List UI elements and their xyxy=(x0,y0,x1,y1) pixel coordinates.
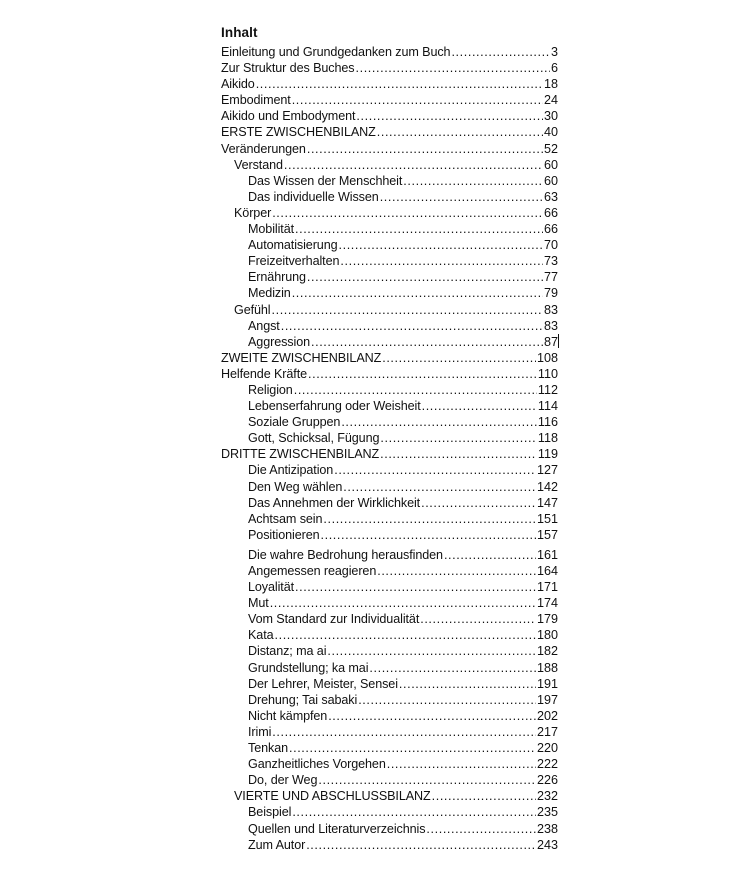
toc-entry[interactable] xyxy=(221,563,558,579)
toc-entry-label: Das individuelle Wissen xyxy=(248,189,379,204)
toc-entry-page-number: 151 xyxy=(536,511,558,526)
toc-entry-page-number: 18 xyxy=(543,77,558,92)
toc-entry-label: Zum Autor xyxy=(248,837,306,852)
toc-entry[interactable] xyxy=(221,724,558,740)
toc-entry-page-number: 179 xyxy=(536,612,558,627)
toc-dot-leader xyxy=(387,756,536,772)
toc-entry-page-number: 171 xyxy=(536,580,558,595)
toc-entry[interactable] xyxy=(221,302,558,318)
toc-entry-page-number: 217 xyxy=(536,724,558,739)
toc-entry-page-number: 142 xyxy=(536,479,558,494)
toc-dot-leader xyxy=(289,740,536,756)
toc-dot-leader xyxy=(323,511,536,527)
toc-entry[interactable] xyxy=(221,398,558,414)
toc-entry-label: Lebenserfahrung oder Weisheit xyxy=(248,399,421,414)
toc-dot-leader xyxy=(272,205,543,221)
toc-entry-label: Distanz; ma ai xyxy=(248,644,327,659)
toc-entry[interactable] xyxy=(221,430,558,446)
toc-entry-label: Die wahre Bedrohung herausfinden xyxy=(248,547,443,562)
toc-entry-page-number: 73 xyxy=(543,254,558,269)
toc-entry-page-number: 188 xyxy=(536,660,558,675)
toc-entry-label: Angst xyxy=(248,318,280,333)
toc-entry-page-number: 108 xyxy=(536,350,558,365)
toc-dot-leader xyxy=(369,660,536,676)
toc-entry-label: Helfende Kräfte xyxy=(221,366,308,381)
toc-entry-page-number: 118 xyxy=(537,431,558,446)
toc-entry[interactable] xyxy=(221,157,558,173)
toc-entry[interactable] xyxy=(221,414,558,430)
toc-entry[interactable] xyxy=(221,756,558,772)
toc-entry-label: Aggression xyxy=(248,334,311,349)
table-of-contents xyxy=(221,24,558,853)
toc-dot-leader xyxy=(339,237,543,253)
toc-entry[interactable] xyxy=(221,595,558,611)
toc-entry[interactable] xyxy=(221,772,558,788)
toc-entry-label: Das Wissen der Menschheit xyxy=(248,173,403,188)
toc-entry-label: Freizeitverhalten xyxy=(248,254,340,269)
toc-entry-page-number: 3 xyxy=(550,45,558,59)
toc-dot-leader xyxy=(421,495,536,511)
toc-entry-page-number: 202 xyxy=(536,708,558,723)
toc-dot-leader xyxy=(420,611,536,627)
toc-entry-label: VIERTE UND ABSCHLUSSBILANZ xyxy=(234,789,431,804)
toc-entry-page-number: 63 xyxy=(543,189,558,204)
toc-dot-leader xyxy=(281,318,543,334)
toc-dot-leader xyxy=(318,772,536,788)
toc-entry-page-number: 243 xyxy=(536,837,558,852)
toc-entry[interactable] xyxy=(221,692,558,708)
toc-entry-label: DRITTE ZWISCHENBILANZ xyxy=(221,447,380,462)
toc-dot-leader xyxy=(294,382,537,398)
toc-entry[interactable] xyxy=(221,462,558,478)
toc-entry-label: ERSTE ZWISCHENBILANZ xyxy=(221,125,376,140)
toc-dot-leader xyxy=(295,579,536,595)
toc-entry-page-number: 40 xyxy=(543,125,558,140)
toc-entry-label: Automatisierung xyxy=(248,238,338,253)
toc-entry[interactable] xyxy=(221,740,558,756)
toc-entry-label: Religion xyxy=(248,382,293,397)
toc-entry[interactable] xyxy=(221,253,558,269)
toc-dot-leader xyxy=(328,708,536,724)
toc-entry-label: Vom Standard zur Individualität xyxy=(248,612,420,627)
toc-entry-page-number: 6 xyxy=(550,61,558,76)
toc-dot-leader xyxy=(284,157,543,173)
toc-dot-leader xyxy=(377,124,543,140)
toc-entry-label: Kata xyxy=(248,628,274,643)
toc-list xyxy=(221,44,558,853)
toc-entry[interactable] xyxy=(221,527,558,543)
toc-entry-label: Drehung; Tai sabaki xyxy=(248,692,358,707)
toc-dot-leader xyxy=(356,108,543,124)
toc-entry-label: Achtsam sein xyxy=(248,511,323,526)
toc-entry-page-number: 222 xyxy=(536,757,558,772)
toc-entry[interactable] xyxy=(221,643,558,659)
toc-entry-label: Aikido xyxy=(221,77,255,92)
toc-entry-page-number: 147 xyxy=(536,495,558,510)
toc-dot-leader xyxy=(327,643,536,659)
toc-entry-page-number: 164 xyxy=(536,564,558,578)
toc-dot-leader xyxy=(307,141,543,157)
toc-entry[interactable] xyxy=(221,285,558,301)
toc-dot-leader xyxy=(292,804,536,820)
toc-entry[interactable] xyxy=(221,76,558,92)
toc-dot-leader xyxy=(334,462,536,478)
toc-dot-leader xyxy=(308,366,537,382)
toc-entry-label: Embodiment xyxy=(221,93,291,108)
toc-entry-page-number: 220 xyxy=(536,741,558,756)
toc-entry-label: ZWEITE ZWISCHENBILANZ xyxy=(221,350,382,365)
toc-entry-page-number: 161 xyxy=(536,547,558,562)
toc-dot-leader xyxy=(432,788,536,804)
toc-entry-page-number: 112 xyxy=(537,382,558,397)
text-cursor xyxy=(558,334,559,348)
toc-dot-leader xyxy=(341,414,537,430)
toc-entry-label: Den Weg wählen xyxy=(248,479,343,494)
toc-dot-leader xyxy=(358,692,536,708)
toc-entry-page-number: 83 xyxy=(543,302,558,317)
toc-entry-label: Das Annehmen der Wirklichkeit xyxy=(248,495,421,510)
toc-entry-label: Gott, Schicksal, Fügung xyxy=(248,431,380,446)
toc-entry-label: Tenkan xyxy=(248,741,289,756)
toc-entry-label: Beispiel xyxy=(248,805,292,820)
toc-entry[interactable] xyxy=(221,269,558,285)
toc-entry[interactable] xyxy=(221,318,558,334)
toc-dot-leader xyxy=(256,76,543,92)
toc-entry[interactable] xyxy=(221,611,558,627)
toc-entry-page-number: 235 xyxy=(536,805,558,820)
toc-entry-label: Grundstellung; ka mai xyxy=(248,660,369,675)
toc-entry-page-number: 238 xyxy=(536,821,558,836)
toc-entry-page-number: 127 xyxy=(536,463,558,478)
toc-entry-page-number: 83 xyxy=(543,318,558,333)
toc-entry[interactable] xyxy=(221,479,558,495)
toc-entry[interactable] xyxy=(221,660,558,676)
toc-entry-label: Quellen und Literaturverzeichnis xyxy=(248,821,426,836)
toc-dot-leader xyxy=(307,269,543,285)
toc-entry-page-number: 77 xyxy=(543,270,558,285)
toc-entry[interactable] xyxy=(221,141,558,157)
toc-entry-page-number: 30 xyxy=(543,109,558,124)
toc-entry-label: Der Lehrer, Meister, Sensei xyxy=(248,676,398,691)
toc-entry-page-number: 116 xyxy=(537,415,558,430)
toc-entry-label: Mobilität xyxy=(248,222,294,237)
toc-entry-label: Ganzheitliches Vorgehen xyxy=(248,757,386,772)
toc-entry-page-number: 180 xyxy=(536,628,558,643)
toc-entry-page-number: 119 xyxy=(537,447,558,462)
toc-entry-label: Ernährung xyxy=(248,270,306,285)
toc-entry[interactable] xyxy=(221,205,558,221)
toc-entry[interactable] xyxy=(221,189,558,205)
toc-dot-leader xyxy=(306,837,536,853)
toc-entry[interactable] xyxy=(221,676,558,692)
toc-entry[interactable] xyxy=(221,511,558,527)
toc-entry-label: Aikido und Embodyment xyxy=(221,109,356,124)
toc-entry-label: Do, der Weg xyxy=(248,773,318,788)
toc-entry-label: Gefühl xyxy=(234,302,271,317)
toc-dot-leader xyxy=(270,595,536,611)
toc-entry-page-number: 197 xyxy=(536,692,558,707)
toc-entry-page-number: 52 xyxy=(543,141,558,156)
toc-entry[interactable] xyxy=(221,579,558,595)
toc-dot-leader xyxy=(292,92,543,108)
toc-entry[interactable] xyxy=(221,837,558,853)
toc-dot-leader xyxy=(275,627,536,643)
toc-entry[interactable] xyxy=(221,92,558,108)
toc-entry-page-number: 24 xyxy=(543,93,558,108)
toc-entry[interactable] xyxy=(221,804,558,820)
toc-entry-label: Verstand xyxy=(234,157,283,172)
toc-entry[interactable] xyxy=(221,44,558,60)
toc-entry-label: Positionieren xyxy=(248,527,320,542)
toc-entry-page-number: 114 xyxy=(537,399,558,414)
toc-entry[interactable] xyxy=(221,821,558,837)
toc-dot-leader xyxy=(311,334,543,350)
toc-entry[interactable] xyxy=(221,627,558,643)
toc-entry[interactable] xyxy=(221,124,558,140)
toc-entry-page-number: 110 xyxy=(537,366,558,381)
toc-dot-leader xyxy=(292,285,543,301)
toc-entry-label: Zur Struktur des Buches xyxy=(221,61,355,76)
toc-entry-page-number: 70 xyxy=(543,238,558,253)
toc-entry-page-number: 79 xyxy=(543,286,558,301)
toc-entry-label: Nicht kämpfen xyxy=(248,708,328,723)
toc-entry-label: Soziale Gruppen xyxy=(248,415,341,430)
toc-dot-leader xyxy=(377,563,536,579)
toc-entry-label: Loyalität xyxy=(248,580,295,595)
toc-entry[interactable] xyxy=(221,237,558,253)
toc-entry[interactable] xyxy=(221,108,558,124)
toc-dot-leader xyxy=(403,173,543,189)
toc-entry[interactable] xyxy=(221,495,558,511)
toc-entry-label: Die Antizipation xyxy=(248,463,334,478)
toc-entry-page-number: 66 xyxy=(543,205,558,220)
toc-dot-leader xyxy=(340,253,543,269)
toc-dot-leader xyxy=(399,676,536,692)
toc-dot-leader xyxy=(380,430,537,446)
toc-entry[interactable] xyxy=(221,221,558,237)
toc-dot-leader xyxy=(343,479,536,495)
toc-dot-leader xyxy=(321,527,536,543)
toc-entry[interactable] xyxy=(221,173,558,189)
toc-entry-page-number: 191 xyxy=(536,676,558,691)
toc-entry-page-number: 182 xyxy=(536,644,558,659)
toc-entry-page-number: 226 xyxy=(536,773,558,788)
toc-title: Inhalt xyxy=(221,25,258,40)
toc-entry-label: Körper xyxy=(234,205,272,220)
toc-dot-leader xyxy=(272,724,536,740)
toc-entry-page-number: 174 xyxy=(536,596,558,611)
toc-entry-label: Veränderungen xyxy=(221,141,306,156)
toc-entry-page-number: 60 xyxy=(543,157,558,172)
toc-dot-leader xyxy=(295,221,543,237)
toc-entry[interactable] xyxy=(221,366,558,382)
toc-dot-leader xyxy=(380,446,537,462)
toc-entry[interactable] xyxy=(221,382,558,398)
toc-entry-label: Mut xyxy=(248,596,269,611)
toc-entry-label: Medizin xyxy=(248,286,291,301)
toc-entry[interactable] xyxy=(221,708,558,724)
toc-dot-leader xyxy=(451,44,550,60)
toc-entry-label: Irimi xyxy=(248,724,272,739)
toc-dot-leader xyxy=(380,189,543,205)
toc-entry-page-number: 157 xyxy=(536,527,558,542)
toc-entry[interactable] xyxy=(221,446,558,462)
toc-entry[interactable] xyxy=(221,547,558,563)
toc-dot-leader xyxy=(272,302,543,318)
toc-entry[interactable] xyxy=(221,788,558,804)
toc-entry[interactable] xyxy=(221,60,558,76)
toc-entry-label: Einleitung und Grundgedanken zum Buch xyxy=(221,45,451,59)
toc-entry-page-number: 232 xyxy=(536,789,558,804)
toc-entry[interactable] xyxy=(221,350,558,366)
toc-dot-leader xyxy=(444,547,536,563)
toc-entry-page-number: 60 xyxy=(543,173,558,188)
toc-dot-leader xyxy=(356,60,550,76)
toc-dot-leader xyxy=(422,398,537,414)
toc-entry-page-number: 87 xyxy=(543,334,558,349)
toc-dot-leader xyxy=(382,350,536,366)
toc-dot-leader xyxy=(426,821,536,837)
toc-entry[interactable] xyxy=(221,334,558,350)
toc-entry-page-number: 66 xyxy=(543,222,558,237)
toc-entry-label: Angemessen reagieren xyxy=(248,564,377,578)
